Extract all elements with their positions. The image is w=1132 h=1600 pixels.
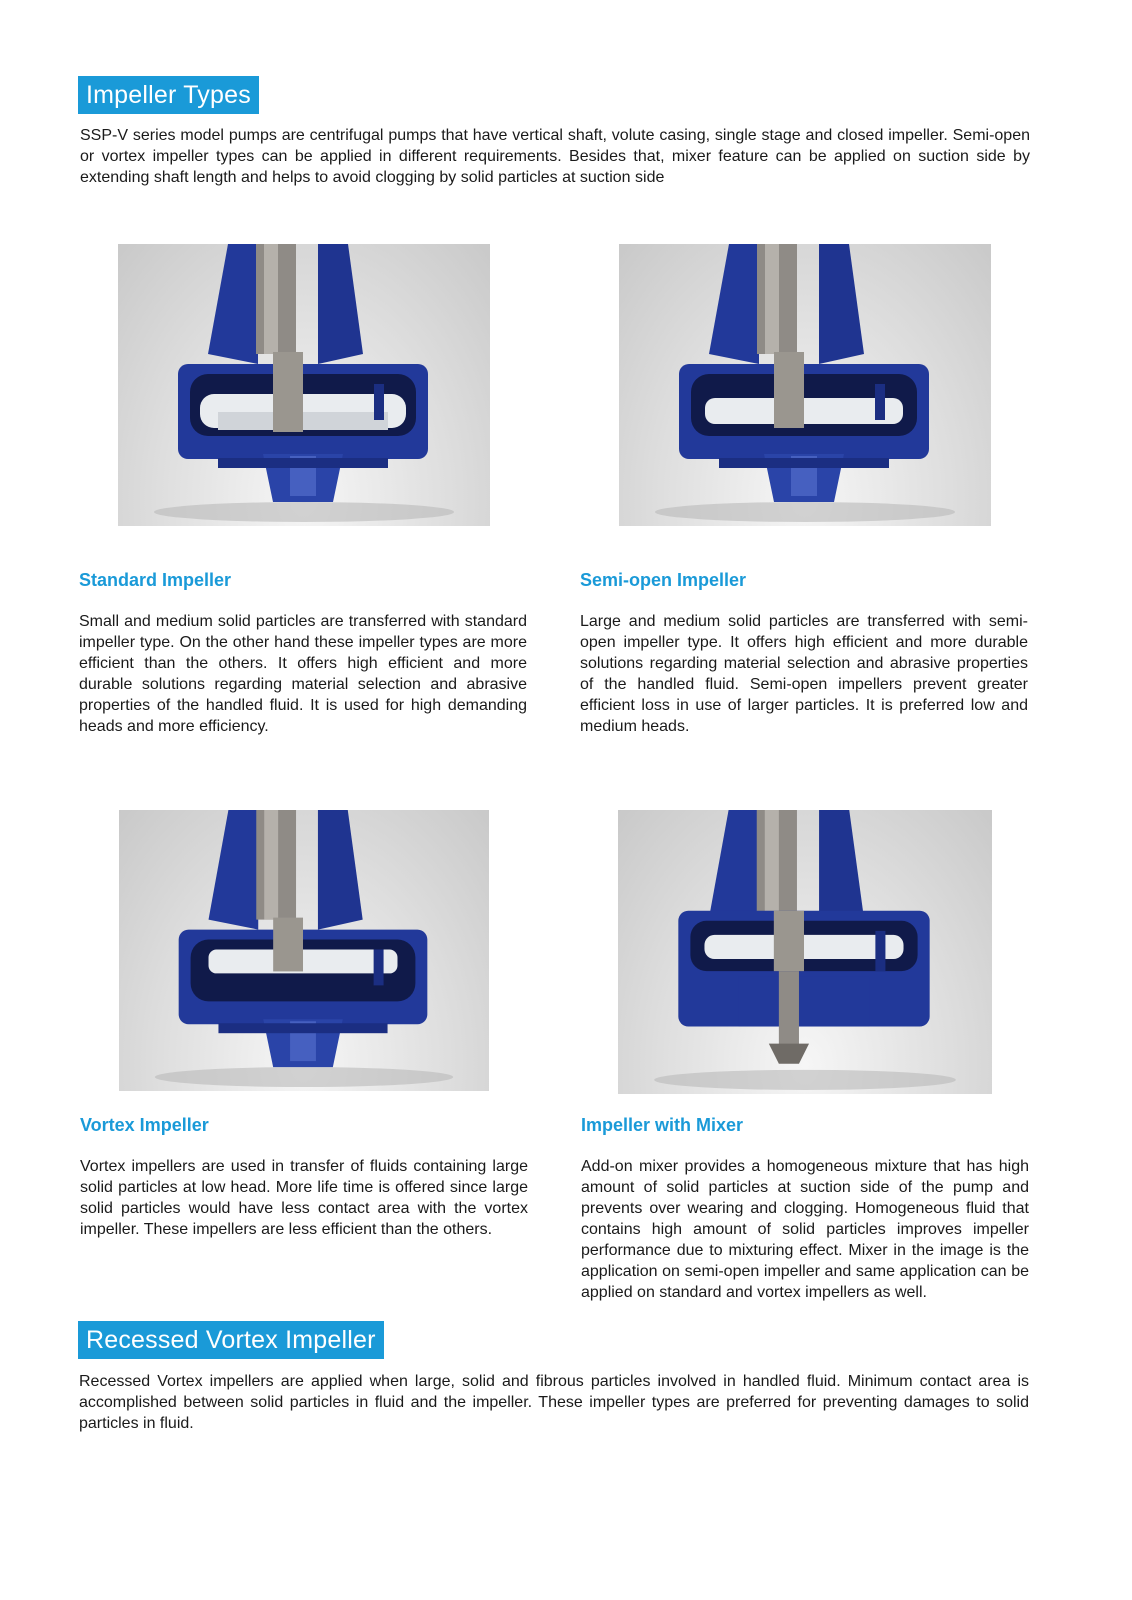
impeller-types-banner: Impeller Types bbox=[78, 76, 259, 114]
standard-impeller-heading: Standard Impeller bbox=[79, 570, 232, 590]
semi-open-impeller-text: Large and medium solid particles are transferred with semi-open impeller type. It offers high efficient and more durable solutions regarding material selection and abrasive properties of the handled fluid. Semi-open impellers prevent greater efficient loss in use of larger particles. It is preferred low and medium heads. bbox=[580, 613, 1028, 735]
semi-open-impeller-image bbox=[619, 244, 991, 526]
pump-cutaway-illustration bbox=[118, 244, 490, 526]
pump-cutaway-illustration bbox=[618, 810, 992, 1094]
vortex-impeller-heading: Vortex Impeller bbox=[80, 1115, 209, 1135]
recessed-vortex-text: Recessed Vortex impellers are applied when large, solid and fibrous particles involved in handled fluid. Minimum contact area is accomplished between solid particles in fluid and the impeller. These impeller types are preferred for preventing damages to solid particles in fluid. bbox=[79, 1373, 1029, 1432]
standard-impeller-image bbox=[118, 244, 490, 526]
pump-cutaway-illustration bbox=[619, 244, 991, 526]
semi-open-impeller-heading: Semi-open Impeller bbox=[580, 570, 747, 590]
impeller-with-mixer-heading: Impeller with Mixer bbox=[581, 1115, 744, 1135]
recessed-vortex-banner: Recessed Vortex Impeller bbox=[78, 1321, 384, 1359]
vortex-impeller-text: Vortex impellers are used in transfer of fluids containing large solid particles at low head. More life time is offered since large solid particles would have less contact area with the vortex impeller. These impellers are less efficient than the others. bbox=[80, 1158, 528, 1238]
impeller-with-mixer-image bbox=[618, 810, 992, 1094]
vortex-impeller-image bbox=[119, 810, 489, 1091]
standard-impeller-text: Small and medium solid particles are transferred with standard impeller type. On the other hand these impeller types are more efficient than the others. It offers high efficient and more durable solutions regarding material selection and abrasive properties of the handled fluid. It is used for high demanding heads and more efficiency. bbox=[79, 613, 527, 735]
impeller-types-intro: SSP-V series model pumps are centrifugal pumps that have vertical shaft, volute casing, single stage and closed impeller. Semi-open or vortex impeller types can be applied in different requirements. Besides that, mixer feature can be applied on suction side by extending shaft length and helps to avoid clogging by solid particles at suction side bbox=[80, 127, 1030, 186]
pump-cutaway-illustration bbox=[119, 810, 489, 1091]
impeller-with-mixer-text: Add-on mixer provides a homogeneous mixture that has high amount of solid particles at suction side of the pump and prevents over wearing and clogging. Homogeneous fluid that contains high amount of solid particles improves impeller performance due to mixturing effect. Mixer in the image is the application on semi-open impeller and same application can be applied on standard and vortex impellers as well. bbox=[581, 1158, 1029, 1301]
